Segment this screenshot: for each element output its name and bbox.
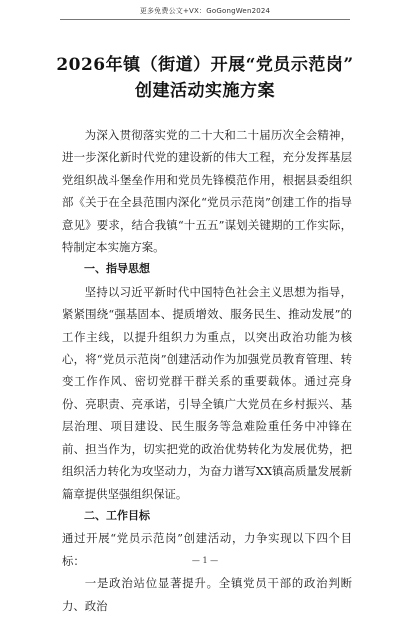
title-line-2: 创建活动实施方案 bbox=[135, 81, 275, 101]
section-paragraph: 通过开展“党员示范岗”创建活动，力争实现以下四个目标： bbox=[62, 531, 352, 568]
section-heading-work-goals: 二、工作目标 bbox=[84, 508, 150, 522]
intro-paragraph: 为深入贯彻落实党的二十大和二十届历次全会精神，进一步深化新时代党的建设新的伟大工程，充分发挥基层党组织战斗堡垒作用和党员先锋模范作用，根据县委组织部《关于在全县范围内深化“党员示范岗”创建工作的指导意见》要求，结合我镇“十五五”谋划关键期的工作实际，特制定本实施方案。 bbox=[62, 128, 352, 255]
title-line-1: 2026年镇（街道）开展“党员示范岗” bbox=[56, 55, 354, 75]
page-number: — 1 — bbox=[191, 556, 219, 565]
section-paragraph: 一是政治站位显著提升。全镇党员干部的政治判断力、政治 bbox=[62, 576, 352, 613]
section-heading-guiding-ideology: 一、指导思想 bbox=[84, 262, 150, 276]
document-body bbox=[62, 124, 352, 617]
document-title bbox=[40, 52, 370, 104]
section-paragraph: 坚持以习近平新时代中国特色社会主义思想为指导，紧紧围绕“强基固本、提质增效、服务民生、推动发展”的工作主线，以提升组织力为重点，以突出政治功能为核心，将“党员示范岗”创建活动作为加强党员教育管理、转变工作作风、密切党群干群关系的重要载体。通过亮身份、亮职责、亮承诺，引导全镇广大党员在乡村振兴、基层治理、项目建设、民生服务等急难险重任务中冲锋在前、担当作为，切实把党的政治优势转化为发展优势，把组织活力转化为攻坚动力，为奋力谱写XX镇高质量发展新篇章提供坚强组织保证。 bbox=[62, 284, 352, 501]
page-header: 更多免费公文+VX：GoGongWen2024 bbox=[60, 6, 350, 20]
